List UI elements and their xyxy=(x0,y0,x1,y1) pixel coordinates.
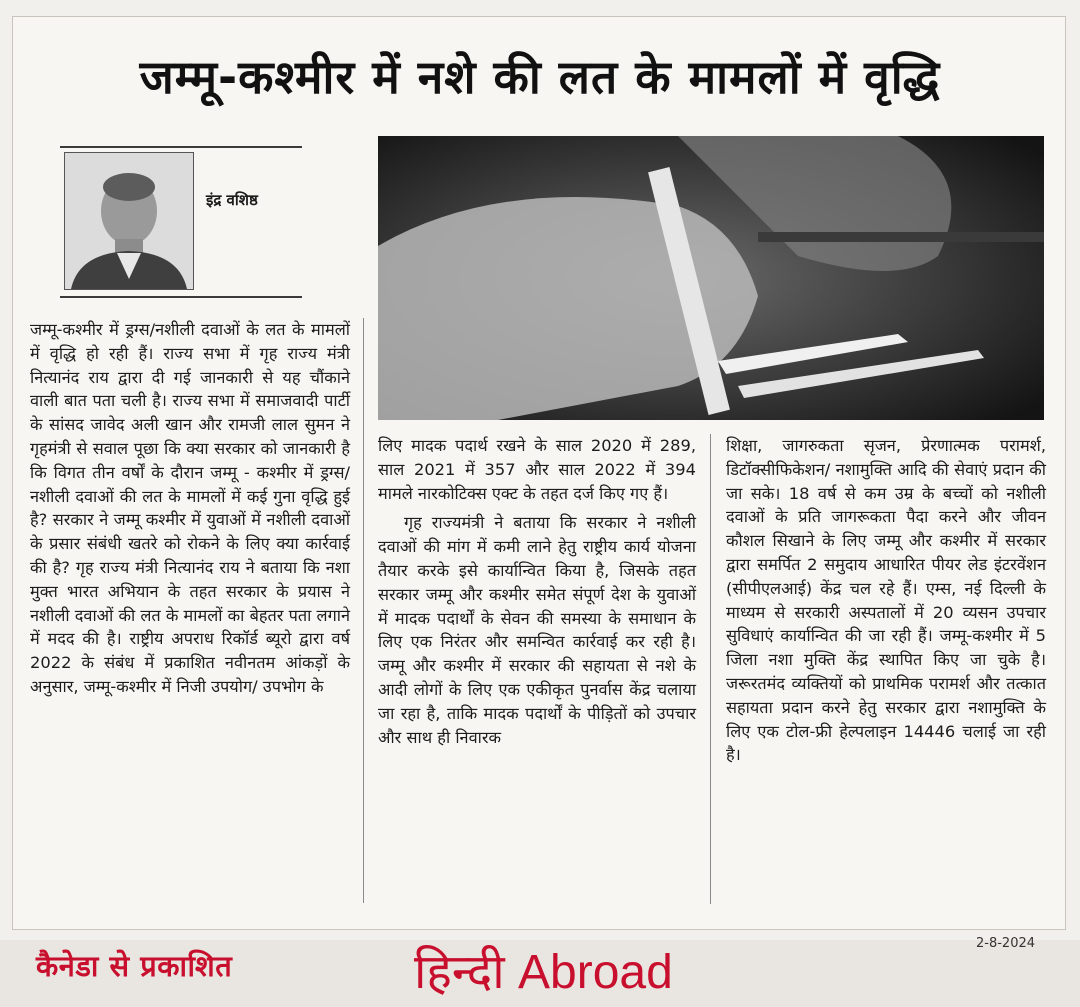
article-column-3 xyxy=(726,434,1046,904)
publisher-location: कैनेडा से प्रकाशित xyxy=(36,949,233,983)
article-column-1 xyxy=(30,318,350,902)
column-3-text: शिक्षा, जागरुकता सृजन, प्रेरणात्मक परामर्श, डिटॉक्सीफिकेशन/ नशामुक्ति आदि की सेवाएं प्रदान की जा सके। 18 वर्ष से कम उम्र के बच्चों को नशीली दवाओं के प्रति जागरूकता पैदा करने और जीवन कौशल सिखाने के लिए जम्मू और कश्मीर में सरकार द्वारा समर्पित 2 समुदाय आधारित पीयर लेड इंटरवेंशन (सीपीएलआई) केंद्र चल रहे हैं। एम्स, नई दिल्ली के माध्यम से सरकारी अस्पतालों में 20 व्यसन उपचार सुविधाएं कार्यान्वित की जा रही हैं। जम्मू-कश्मीर में 5 जिला नशा मुक्ति केंद्र स्थापित किए जा चुके है। जरूरतमंद व्यक्तियों को प्राथमिक परामर्श और तत्कात सहायता प्रदान करने हेतु सरकार द्वारा नशामुक्ति के लिए एक टोल-फ्री हेल्पलाइन 14446 चलाई जा रही है। xyxy=(726,436,1046,765)
publication-date: 2-8-2024 xyxy=(976,936,1036,951)
author-portrait-icon xyxy=(65,153,193,289)
article-headline: जम्मू-कश्मीर में नशे की लत के मामलों में वृद्धि xyxy=(139,50,941,104)
author-box xyxy=(60,148,290,296)
article-photo xyxy=(378,136,1044,420)
author-byline: इंद्र वशिष्ठ xyxy=(206,191,258,209)
avatar xyxy=(64,152,194,290)
column-separator-1 xyxy=(363,318,364,903)
author-bottom-rule xyxy=(60,296,302,298)
article-column-2 xyxy=(378,434,696,904)
column-1-text: जम्मू-कश्मीर में ड्रग्स/नशीली दवाओं के लत के मामलों में वृद्धि हो रही हैं। राज्य सभा में गृह राज्य मंत्री नित्यानंद राय द्वारा दी गई जानकारी से यह चौंकाने वाली बात पता चली है। राज्य सभा में समाजवादी पार्टी के सांसद जावेद अली खान और रामजी लाल सुमन ने गृहमंत्री से सवाल पूछा कि क्या सरकार को जानकारी है कि विगत तीन वर्षों के दौरान जम्मू - कश्मीर में ड्रग्स/ नशीली दवाओं की लत के मामलों में कई गुना वृद्धि हुई है? सरकार ने जम्मू कश्मीर में युवाओं में नशीली दवाओं के प्रसार संबंधी खतरे को रोकने के लिए क्या कार्रवाई की है? गृह राज्य मंत्री नित्यानंद राय ने बताया कि नशा मुक्त भारत अभियान के तहत सरकार के प्रयास ने नशीली दवाओं की लत के मामलों का बेहतर पता लगाने में मदद की है। राष्ट्रीय अपराध रिकॉर्ड ब्यूरो द्वारा वर्ष 2022 के संबंध में प्रकाशित नवीनतम आंकड़ों के अनुसार, जम्मू-कश्मीर में निजी उपयोग/ उपभोग के xyxy=(30,320,351,696)
drug-lines-photo-icon xyxy=(378,136,1044,420)
column-2-paragraph-2: गृह राज्यमंत्री ने बताया कि सरकार ने नशीली दवाओं की मांग में कमी लाने हेतु राष्ट्रीय कार्य योजना तैयार करके इसे कार्यान्वित किया है, जिसके तहत सरकार जम्मू और कश्मीर समेत संपूर्ण देश के युवाओं में मादक पदार्थों के सेवन की समस्या के समाधान के लिए एक निरंतर और समन्वित कार्रवाई कर रही है। जम्मू और कश्मीर में सरकार की सहायता से नशे के आदी लोगों के लिए एक एकीकृत पुनर्वास केंद्र चलाया जा रहा है, ताकि मादक पदार्थों के पीड़ितों को उपचार और साथ ही निवारक xyxy=(378,513,696,747)
column-separator-2 xyxy=(710,434,711,904)
column-2-paragraph-1: लिए मादक पदार्थ रखने के साल 2020 में 289, साल 2021 में 357 और साल 2022 में 394 मामले नारकोटिक्स एक्ट के तहत दर्ज किए गए हैं। xyxy=(378,436,696,503)
brand-logo-text: हिन्दी Abroad xyxy=(414,946,673,999)
